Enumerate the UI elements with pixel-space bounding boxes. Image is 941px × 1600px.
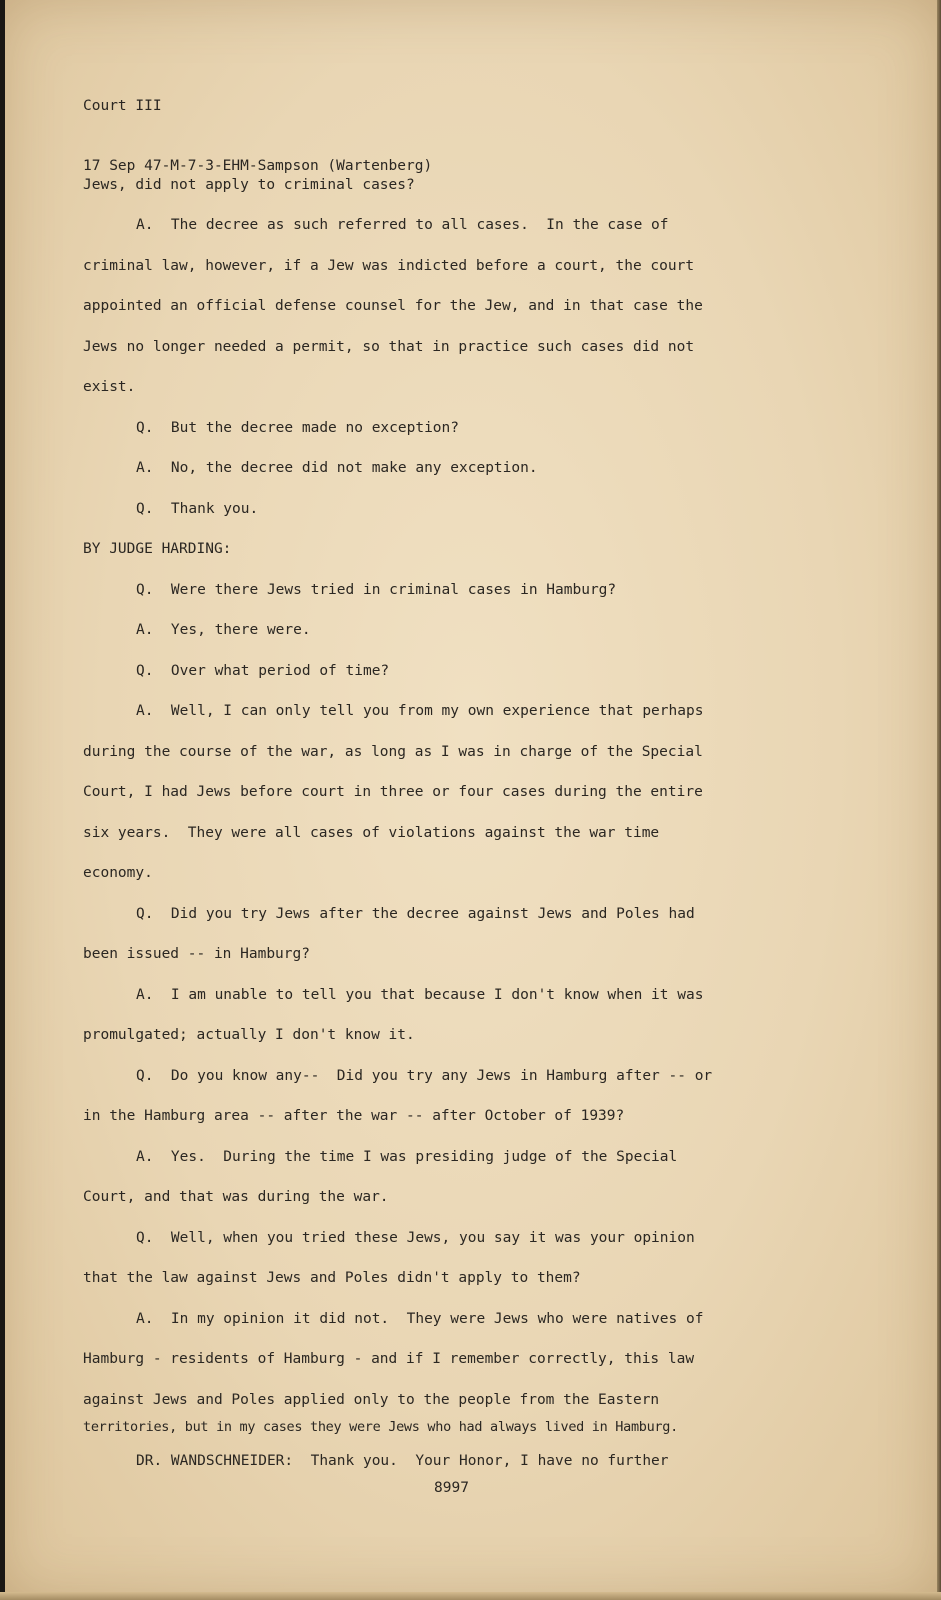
- page-number: 8997: [434, 1480, 469, 1496]
- transcript-line: Q. Well, when you tried these Jews, you say it was your opinion: [136, 1230, 695, 1246]
- transcript-line: promulgated; actually I don't know it.: [83, 1027, 415, 1043]
- scan-bottom-edge: [0, 1592, 941, 1600]
- transcript-line: A. Yes. During the time I was presiding judge of the Special: [136, 1149, 678, 1165]
- transcript-line: six years. They were all cases of violations against the war time: [83, 825, 660, 841]
- transcript-line: Hamburg - residents of Hamburg - and if I remember correctly, this law: [83, 1351, 695, 1367]
- scan-left-edge: [0, 0, 5, 1600]
- transcript-line: Court, I had Jews before court in three or four cases during the entire: [83, 784, 703, 800]
- transcript-line: Q. Thank you.: [136, 501, 259, 517]
- court-label: Court III: [83, 98, 162, 114]
- transcript-line: against Jews and Poles applied only to the people from the Eastern: [83, 1392, 660, 1408]
- transcript-line: Q. Did you try Jews after the decree against Jews and Poles had: [136, 906, 695, 922]
- transcript-line: A. Yes, there were.: [136, 622, 311, 638]
- transcript-line: that the law against Jews and Poles didn't apply to them?: [83, 1270, 581, 1286]
- transcript-line: A. The decree as such referred to all cases. In the case of: [136, 217, 669, 233]
- transcript-line: Court, and that was during the war.: [83, 1189, 389, 1205]
- transcript-line: territories, but in my cases they were Jews who had always lived in Hamburg.: [83, 1419, 678, 1435]
- transcript-line: Q. Were there Jews tried in criminal cases in Hamburg?: [136, 582, 617, 598]
- transcript-line: economy.: [83, 865, 153, 881]
- record-id: 17 Sep 47-M-7-3-EHM-Sampson (Wartenberg): [83, 158, 433, 174]
- transcript-line: in the Hamburg area -- after the war -- after October of 1939?: [83, 1108, 625, 1124]
- transcript-line: Jews, did not apply to criminal cases?: [83, 177, 415, 193]
- transcript-line: Jews no longer needed a permit, so that in practice such cases did not: [83, 339, 695, 355]
- transcript-line: Q. Do you know any-- Did you try any Jews in Hamburg after -- or: [136, 1068, 713, 1084]
- transcript-line: been issued -- in Hamburg?: [83, 946, 310, 962]
- transcript-line: A. No, the decree did not make any exception.: [136, 460, 538, 476]
- transcript-line: Q. Over what period of time?: [136, 663, 390, 679]
- scan-right-edge: [937, 0, 941, 1600]
- transcript-line: A. In my opinion it did not. They were Jews who were natives of: [136, 1311, 704, 1327]
- transcript-line: DR. WANDSCHNEIDER: Thank you. Your Honor, I have no further: [136, 1453, 669, 1469]
- transcript-line: A. I am unable to tell you that because I don't know when it was: [136, 987, 704, 1003]
- transcript-line: exist.: [83, 379, 136, 395]
- transcript-line: A. Well, I can only tell you from my own experience that perhaps: [136, 703, 704, 719]
- transcript-line: Q. But the decree made no exception?: [136, 420, 460, 436]
- transcript-line: BY JUDGE HARDING:: [83, 541, 232, 557]
- transcript-line: criminal law, however, if a Jew was indicted before a court, the court: [83, 258, 695, 274]
- transcript-line: during the course of the war, as long as I was in charge of the Special: [83, 744, 703, 760]
- transcript-line: appointed an official defense counsel for the Jew, and in that case the: [83, 298, 703, 314]
